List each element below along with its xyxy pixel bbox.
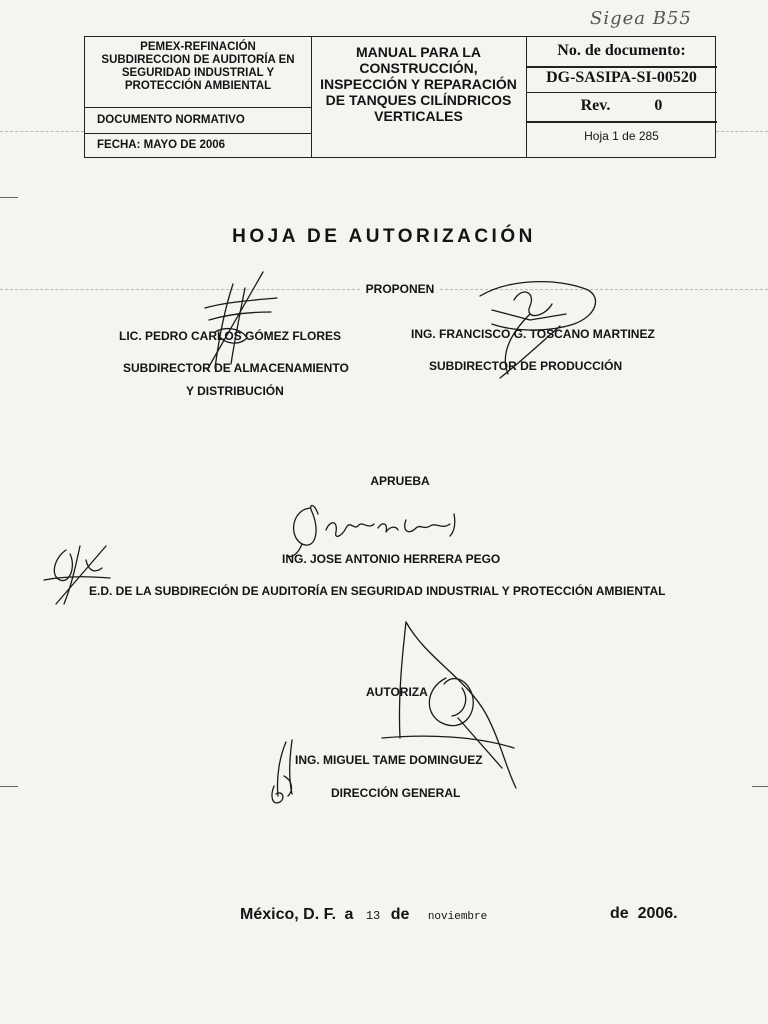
org-name: PEMEX-REFINACIÓN SUBDIRECCION DE AUDITORÍA EN SEGURIDAD INDUSTRIAL Y PROTECCIÓN AMBIENTAL	[101, 41, 295, 92]
revision: Rev. 0	[580, 97, 663, 114]
approver-name: ING. JOSE ANTONIO HERRERA PEGO	[282, 552, 501, 566]
proposer-right-name: ING. FRANCISCO G. TOSCANO MARTINEZ	[411, 327, 655, 341]
scan-line	[0, 131, 84, 132]
scan-line	[0, 289, 360, 290]
signature-gomez-flores	[185, 268, 285, 378]
signature-margin-bottom	[262, 736, 306, 816]
handwritten-annotation: Sigea B55	[590, 8, 692, 29]
sheet-number: Hoja 1 de 285	[584, 129, 659, 143]
approver-role: E.D. DE LA SUBDIRECIÓN DE AUDITORÍA EN SEGURIDAD INDUSTRIAL Y PROTECCIÓN AMBIENTAL	[89, 584, 666, 598]
proposer-left-role-cont: Y DISTRIBUCIÓN	[186, 384, 284, 398]
proponen-label: PROPONEN	[365, 282, 435, 296]
proposer-left-name: LIC. PEDRO CARLOS GÓMEZ FLORES	[119, 329, 342, 343]
date-day: 13	[365, 909, 381, 923]
document-date: FECHA: MAYO DE 2006	[97, 139, 226, 151]
date-year: de 2006.	[610, 905, 678, 922]
scan-line	[716, 131, 768, 132]
margin-mark	[752, 786, 768, 787]
date-place: México, D. F.	[240, 906, 337, 923]
doc-number-label: No. de documento:	[557, 42, 686, 59]
date-month: noviembre	[427, 911, 488, 923]
document-type: DOCUMENTO NORMATIVO	[97, 114, 245, 126]
date-a: a	[344, 906, 354, 923]
signature-tame-dominguez	[366, 618, 526, 798]
margin-mark	[0, 786, 18, 787]
signature-herrera-pego	[282, 500, 472, 562]
autoriza-label: AUTORIZA	[366, 685, 428, 699]
signature-toscano	[470, 274, 610, 384]
page-title: HOJA DE AUTORIZACIÓN	[232, 226, 536, 247]
proposer-right-role: SUBDIRECTOR DE PRODUCCIÓN	[429, 359, 623, 373]
signature-margin-left	[36, 540, 116, 610]
date-de: de	[390, 906, 410, 923]
document-header-table	[84, 36, 716, 158]
margin-mark	[0, 197, 18, 198]
authorizer-name: ING. MIGUEL TAME DOMINGUEZ	[295, 753, 483, 767]
authorizer-role: DIRECCIÓN GENERAL	[331, 786, 461, 800]
proposer-left-role: SUBDIRECTOR DE ALMACENAMIENTO	[123, 361, 349, 375]
manual-title: MANUAL PARA LA CONSTRUCCIÓN, INSPECCIÓN Y REPARACIÓN DE TANQUES CILÍNDRICOS VERTICALES	[320, 44, 517, 124]
doc-number: DG-SASIPA-SI-00520	[546, 69, 697, 86]
date-line	[240, 906, 487, 924]
aprueba-label: APRUEBA	[370, 474, 430, 488]
